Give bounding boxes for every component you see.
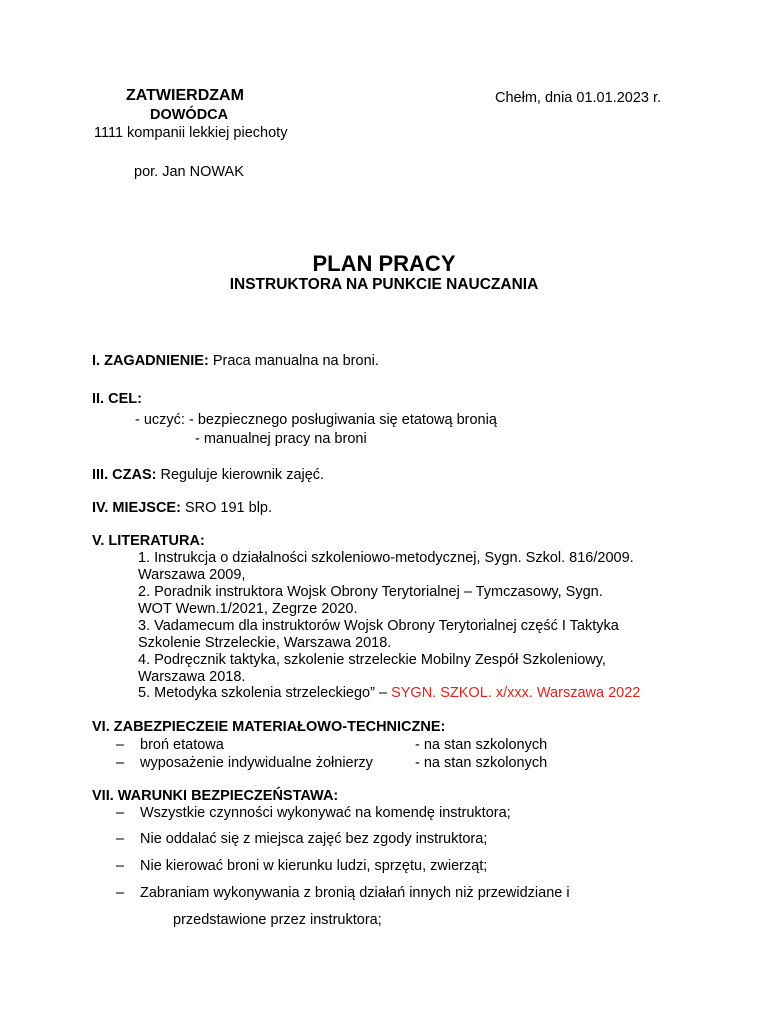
document-subtitle: INSTRUKTORA NA PUNKCIE NAUCZANIA xyxy=(229,276,539,293)
materials-item-name: broń etatowa xyxy=(140,737,224,753)
safety-item-text: Wszystkie czynności wykonywać na komendę instruktora; xyxy=(140,805,511,821)
place-date: Chełm, dnia 01.01.2023 r. xyxy=(495,90,662,106)
section-topic-text: Praca manualna na broni. xyxy=(212,353,379,369)
section-safety-label: VII. WARUNKI BEZPIECZEŃSTAWA: xyxy=(92,788,339,804)
section-goal-line-2: - manualnej pracy na broni xyxy=(195,431,367,447)
safety-item-continuation: przedstawione przez instruktora; xyxy=(173,912,382,928)
section-place xyxy=(92,499,272,517)
dash-bullet: – xyxy=(116,885,125,901)
safety-item xyxy=(116,830,487,848)
literature-line: Warszawa 2018. xyxy=(138,669,246,685)
literature-line: Szkolenie Strzeleckie, Warszawa 2018. xyxy=(138,635,392,651)
literature-line: Warszawa 2009, xyxy=(138,567,246,583)
safety-item-text: Zabraniam wykonywania z bronią działań innych niż przewidziane i xyxy=(140,885,570,901)
safety-item xyxy=(116,884,570,902)
section-materials-label: VI. ZABEZPIECZEIE MATERIAŁOWO-TECHNICZNE: xyxy=(92,719,446,735)
safety-item xyxy=(116,857,487,875)
section-topic-label: I. ZAGADNIENIE: xyxy=(92,353,209,369)
materials-item-note: - na stan szkolonych xyxy=(415,755,548,771)
literature-line: 1. Instrukcja o działalności szkoleniowo-metodycznej, Sygn. Szkol. 816/2009. xyxy=(138,550,634,566)
safety-item-text: Nie oddalać się z miejsca zajęć bez zgody instruktora; xyxy=(140,831,488,847)
materials-item-note: - na stan szkolonych xyxy=(415,737,548,753)
section-place-text: SRO 191 blp. xyxy=(184,500,273,516)
section-time-text: Reguluje kierownik zajęć. xyxy=(160,467,325,483)
dash-bullet: – xyxy=(116,858,125,874)
dash-bullet: – xyxy=(116,737,125,753)
literature-signature-highlight: SYGN. SZKOL. x/xxx. Warszawa 2022 xyxy=(391,685,641,701)
safety-item-text: Nie kierować broni w kierunku ludzi, sprzętu, zwierząt; xyxy=(140,858,488,874)
dash-bullet: – xyxy=(116,755,125,771)
literature-line-last xyxy=(138,684,640,702)
materials-item xyxy=(116,736,224,754)
section-goal-line-1: - uczyć: - bezpiecznego posługiwania się etatową bronią xyxy=(135,412,497,428)
commander-title: DOWÓDCA xyxy=(150,107,229,123)
unit-name: 1111 kompanii lekkiej piechoty xyxy=(94,125,288,141)
section-time-label: III. CZAS: xyxy=(92,467,157,483)
literature-last-text: 5. Metodyka szkolenia strzeleckiego” – xyxy=(138,685,388,701)
materials-item-name: wyposażenie indywidualne żołnierzy xyxy=(140,755,373,771)
section-literature-label: V. LITERATURA: xyxy=(92,533,205,549)
approval-heading: ZATWIERDZAM xyxy=(126,87,244,104)
literature-line: 4. Podręcznik taktyka, szkolenie strzeleckie Mobilny Zespół Szkoleniowy, xyxy=(138,652,606,668)
literature-line: 3. Vadamecum dla instruktorów Wojsk Obrony Terytorialnej część I Taktyka xyxy=(138,618,619,634)
literature-line: WOT Wewn.1/2021, Zegrze 2020. xyxy=(138,601,358,617)
safety-item xyxy=(116,804,511,822)
document-title: PLAN PRACY xyxy=(312,251,456,276)
literature-line: 2. Poradnik instruktora Wojsk Obrony Terytorialnej – Tymczasowy, Sygn. xyxy=(138,584,603,600)
materials-item xyxy=(116,754,373,772)
section-time xyxy=(92,466,324,484)
dash-bullet: – xyxy=(116,831,125,847)
signatory-name: por. Jan NOWAK xyxy=(134,164,244,180)
dash-bullet: – xyxy=(116,805,125,821)
section-topic xyxy=(92,352,379,370)
section-place-label: IV. MIEJSCE: xyxy=(92,500,181,516)
section-goal-label: II. CEL: xyxy=(92,391,142,407)
